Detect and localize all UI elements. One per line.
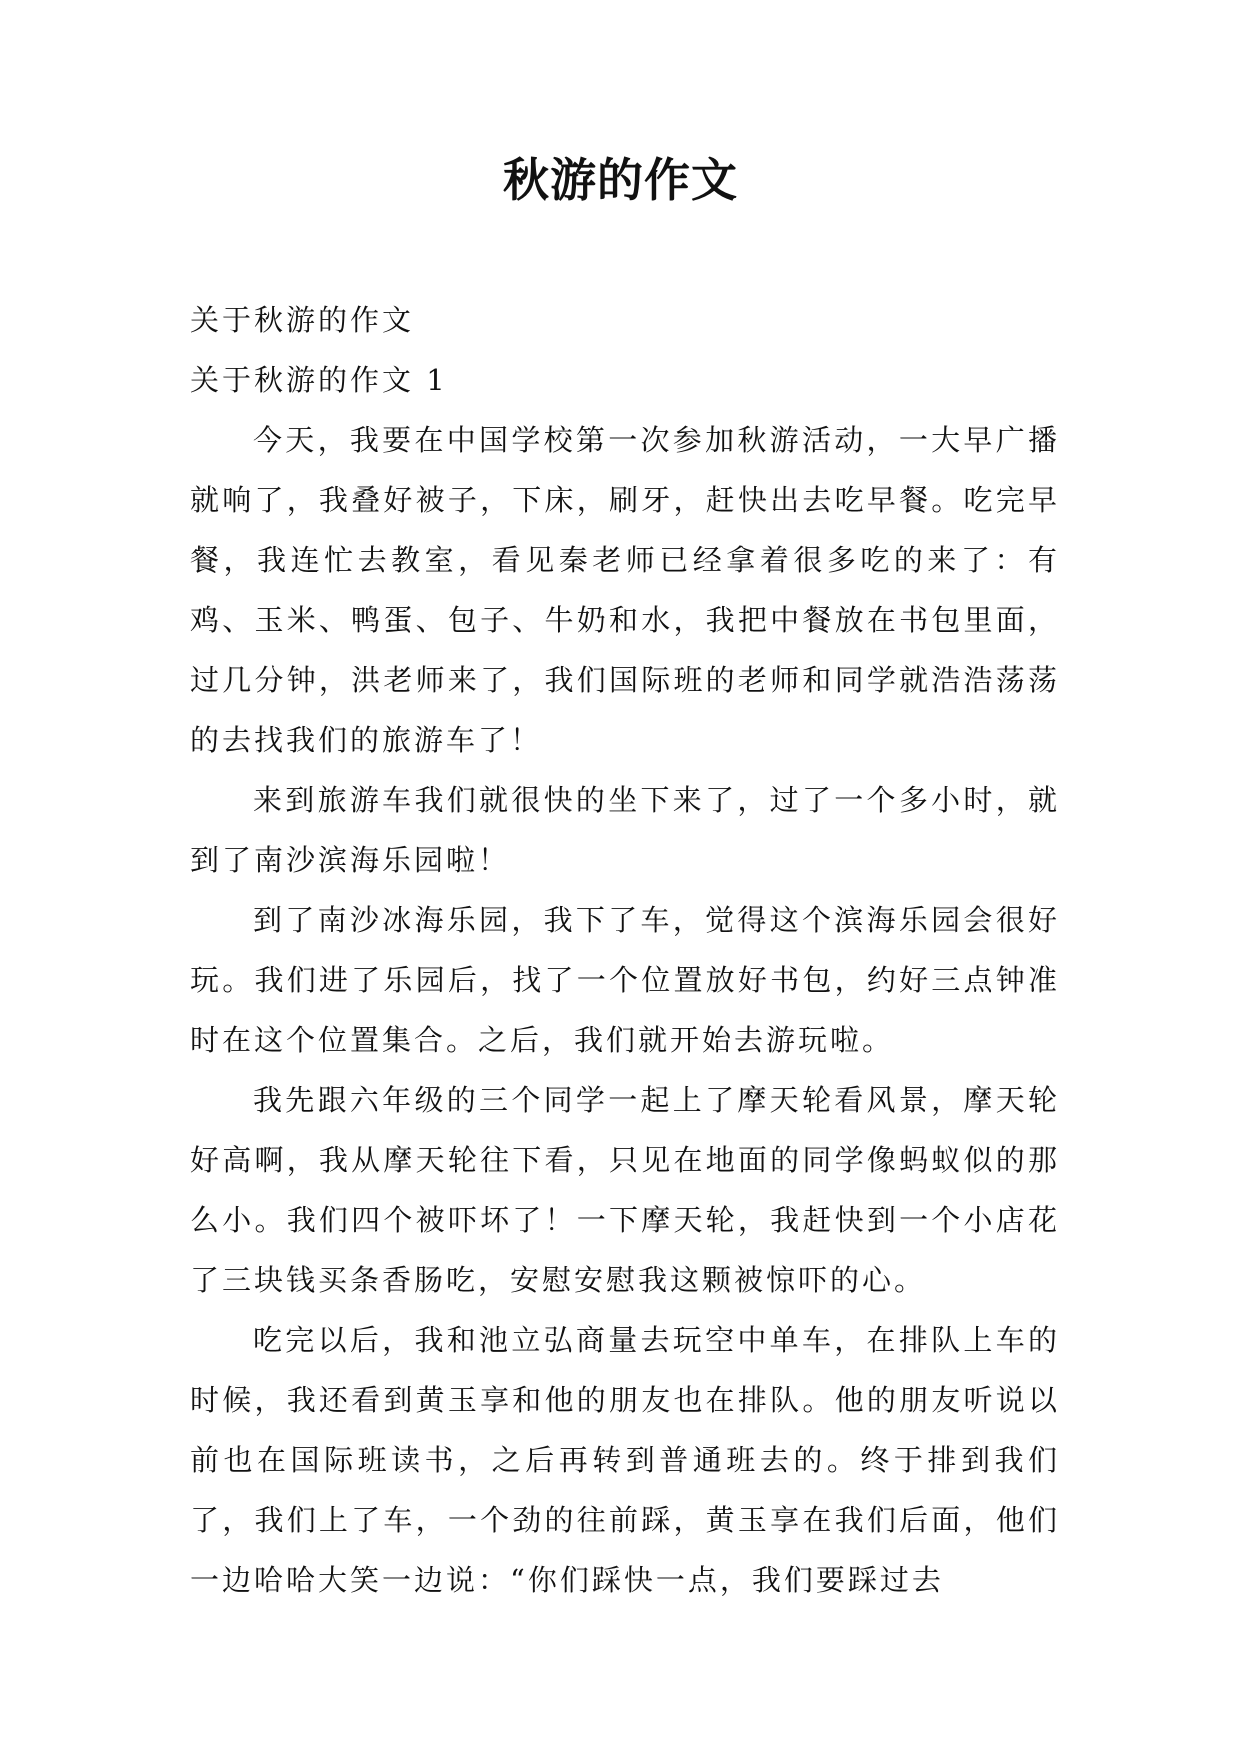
document-title: 秋游的作文 bbox=[503, 153, 738, 207]
paragraph: 今天，我要在中国学校第一次参加秋游活动，一大早广播就响了，我叠好被子，下床，刷牙，赶快出去吃早餐。吃完早餐，我连忙去教室，看见秦老师已经拿着很多吃的来了：有鸡、玉米、鸭蛋、包子、牛奶和水，我把中餐放在书包里面，过几分钟，洪老师来了，我们国际班的老师和同学就浩浩荡荡的去找我们的旅游车了！ bbox=[190, 423, 1060, 757]
paragraph: 吃完以后，我和池立弘商量去玩空中单车，在排队上车的时候，我还看到黄玉享和他的朋友也在排队。他的朋友听说以前也在国际班读书，之后再转到普通班去的。终于排到我们了，我们上了车，一个劲的往前踩，黄玉享在我们后面，他们一边哈哈大笑一边说：“你们踩快一点，我们要踩过去 bbox=[190, 1323, 1060, 1597]
subheading: 关于秋游的作文 1 bbox=[190, 363, 448, 397]
paragraph: 我先跟六年级的三个同学一起上了摩天轮看风景，摩天轮好高啊，我从摩天轮往下看，只见在地面的同学像蚂蚁似的那么小。我们四个被吓坏了！一下摩天轮，我赶快到一个小店花了三块钱买条香肠吃，安慰安慰我这颗被惊吓的心。 bbox=[190, 1083, 1060, 1297]
paragraph: 到了南沙冰海乐园，我下了车，觉得这个滨海乐园会很好玩。我们进了乐园后，找了一个位置放好书包，约好三点钟准时在这个位置集合。之后，我们就开始去游玩啦。 bbox=[190, 903, 1060, 1057]
paragraph: 来到旅游车我们就很快的坐下来了，过了一个多小时，就到了南沙滨海乐园啦！ bbox=[190, 783, 1060, 877]
subheading: 关于秋游的作文 bbox=[190, 303, 415, 337]
document-body bbox=[190, 290, 1060, 1610]
